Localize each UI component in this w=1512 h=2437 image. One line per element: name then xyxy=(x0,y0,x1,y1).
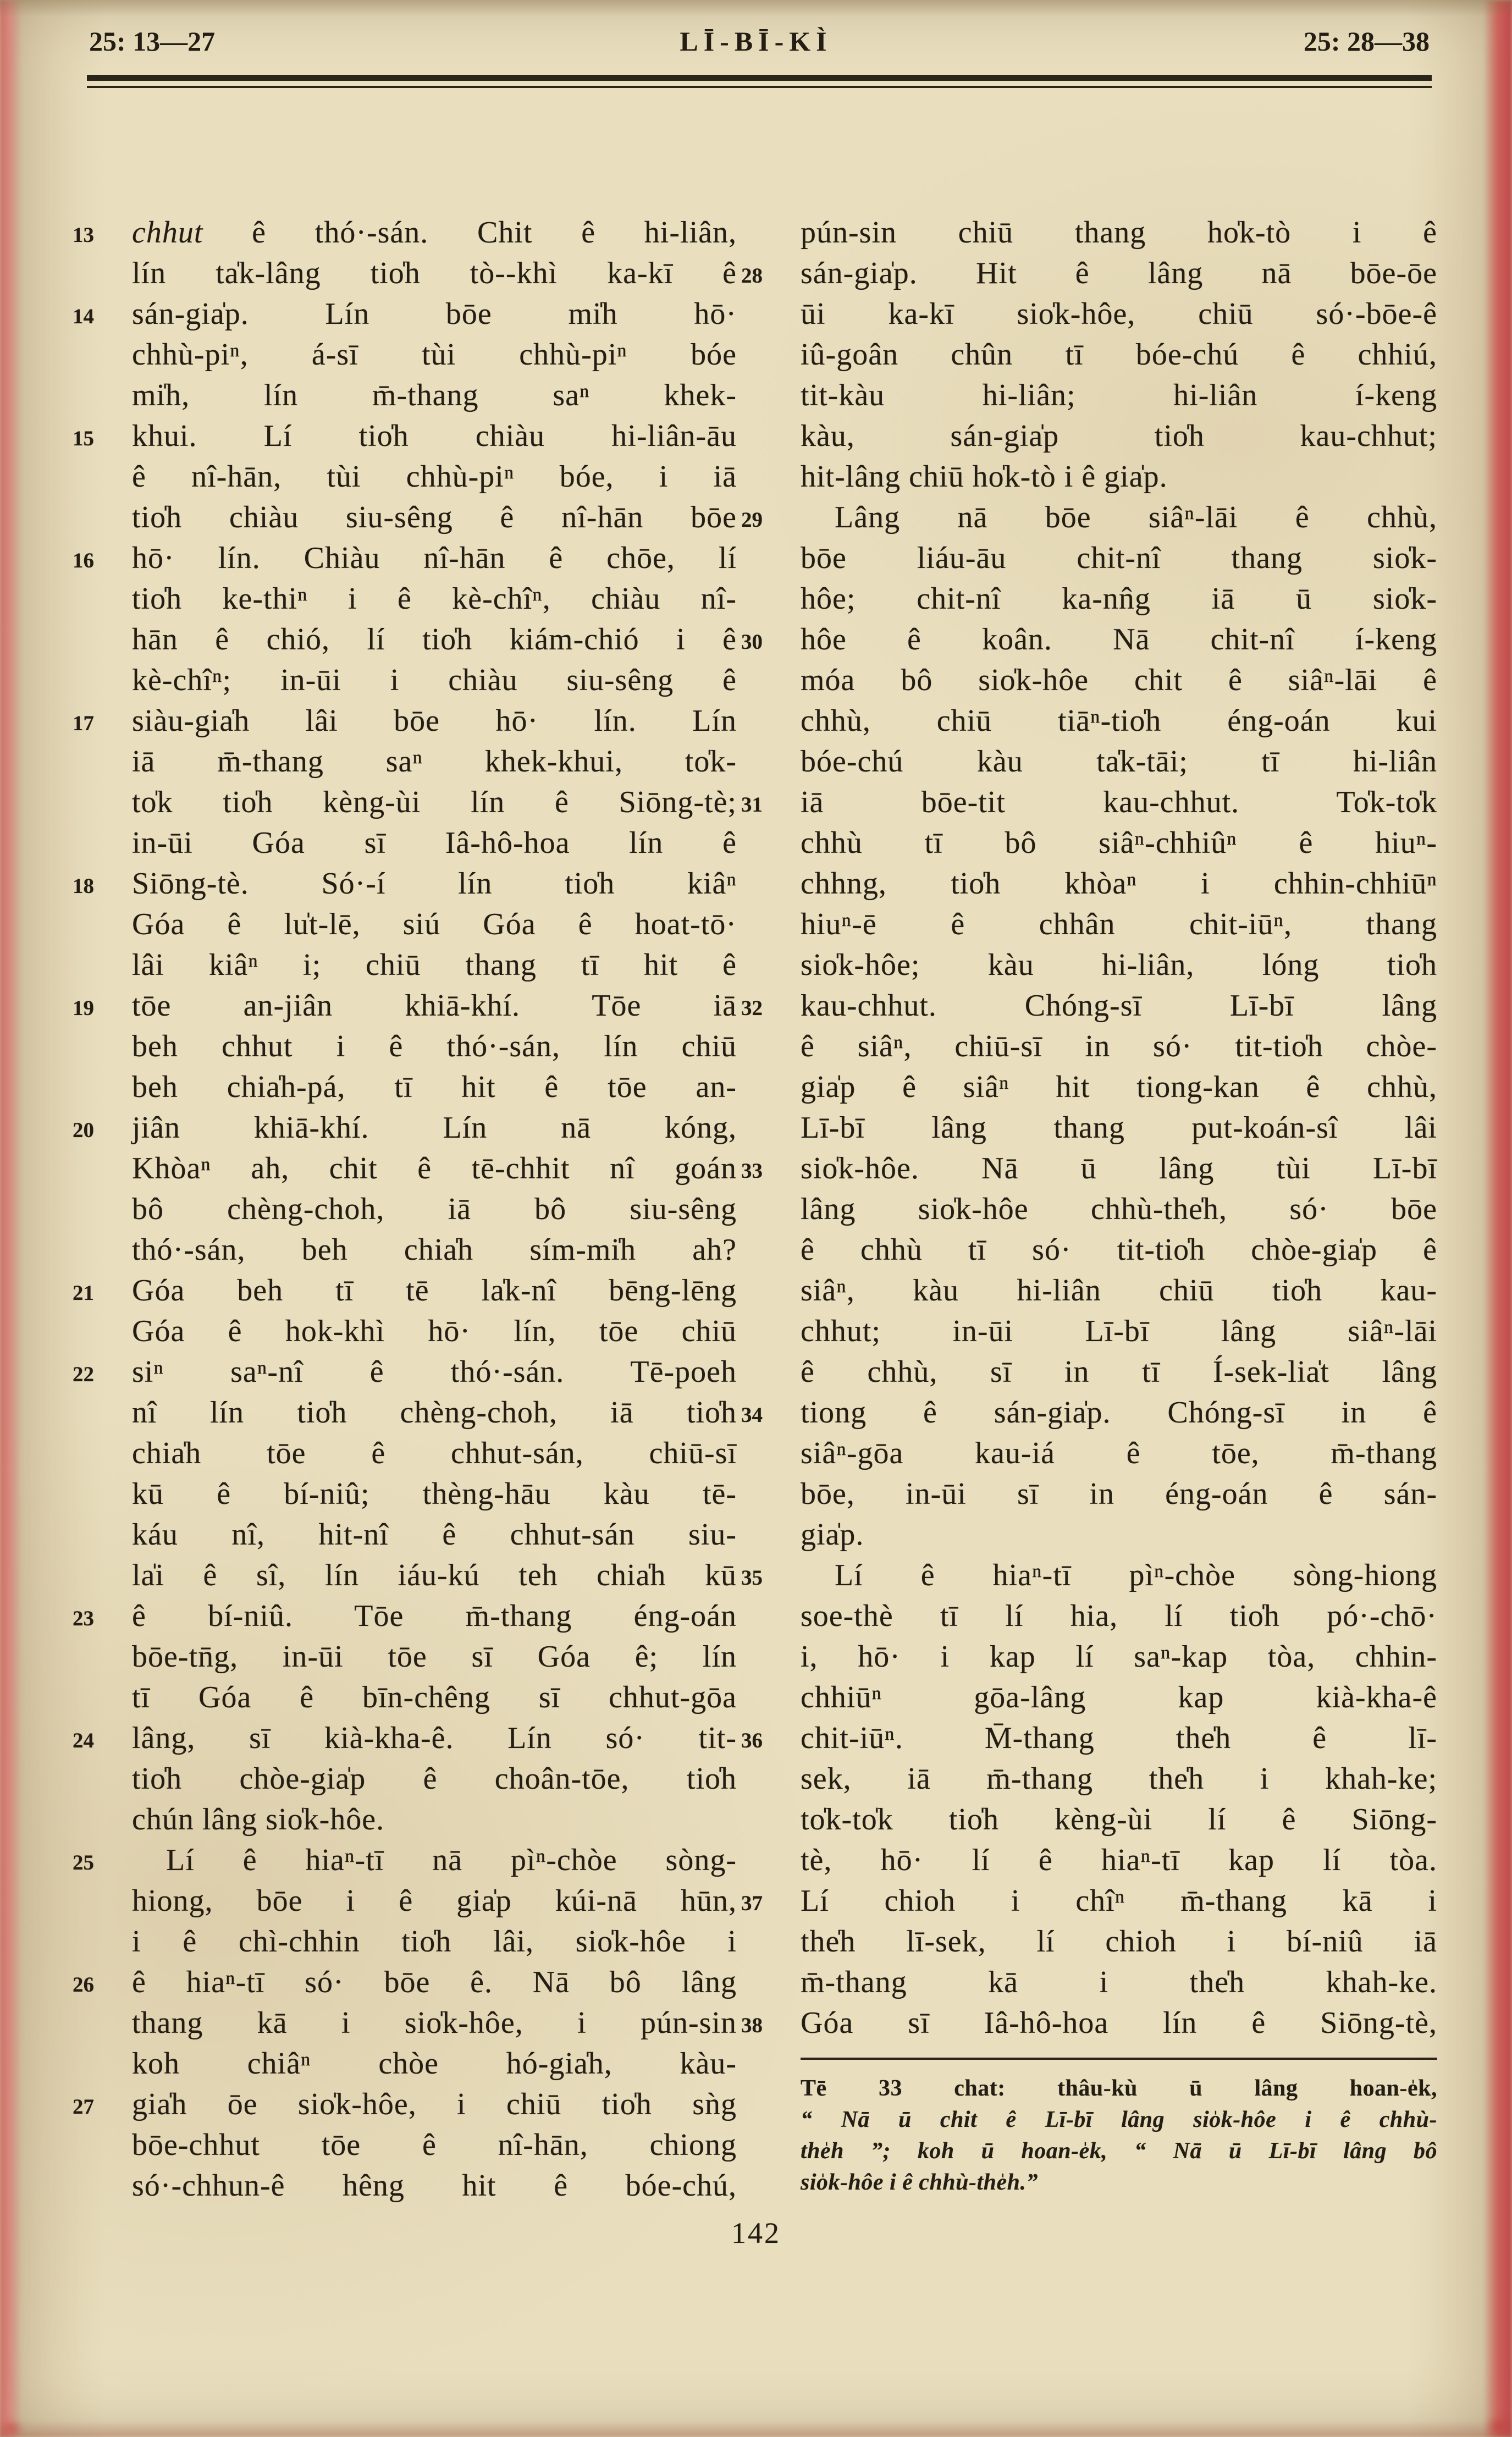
text-line: kàu, sán-gia̍p tio̍h kau-chhut; xyxy=(801,419,1437,453)
footnote xyxy=(801,2073,1437,2198)
verse-number: 29 xyxy=(741,508,763,532)
text-line: la̍i ê sî, lín iáu-kú teh chia̍h kū xyxy=(132,1558,737,1592)
verse-number: 17 xyxy=(73,712,94,735)
text-line: 27 gia̍h ōe sio̍k-hôe, i chiū tio̍h sǹg xyxy=(132,2084,737,2125)
text-line: ê chhù tī só· tit-tio̍h chòe-gia̍p ê xyxy=(801,1233,1437,1267)
text-line: 14 sán-gia̍p. Lín bōe mi̍h hō· xyxy=(132,294,737,334)
verse-number: 31 xyxy=(741,793,763,817)
verse-number: 33 xyxy=(741,1159,763,1183)
text-line: 16 hō· lín. Chiàu nî-hān ê chōe, lí xyxy=(132,538,737,578)
text-line: chhù tī bô siâⁿ-chhiûⁿ ê hiuⁿ- xyxy=(801,826,1437,860)
text-line: 33 sio̍k-hôe. Nā ū lâng tùi Lī-bī xyxy=(801,1148,1437,1189)
text-line: soe-thè tī lí hia, lí tio̍h pó·-chō· xyxy=(801,1599,1437,1633)
text-line: thó·-sán, beh chia̍h sím-mi̍h ah? xyxy=(132,1233,737,1267)
text-line: beh chia̍h-pá, tī hit ê tōe an- xyxy=(132,1070,737,1104)
text-line: Góa ê lu̍t-lē, siú Góa ê hoat-tō· xyxy=(132,907,737,941)
text-line: bōe-tn̄g, in-ūi tōe sī Góa ê; lín xyxy=(132,1640,737,1674)
text-line: chia̍h tōe ê chhut-sán, chiū-sī xyxy=(132,1436,737,1470)
text-line: chún lâng sio̍k-hôe. xyxy=(132,1802,385,1837)
text-line: tio̍h ke-thiⁿ i ê kè-chîⁿ, chiàu nî- xyxy=(132,582,737,616)
text-line: in-ūi Góa sī Iâ-hô-hoa lín ê xyxy=(132,826,737,860)
verse-number: 19 xyxy=(73,996,94,1020)
text-line: chhut; in-ūi Lī-bī lâng siâⁿ-lāi xyxy=(801,1314,1437,1348)
text-line: tio̍h chòe-gia̍p ê choân-tōe, tio̍h xyxy=(132,1762,737,1796)
verse-number: 34 xyxy=(741,1403,763,1427)
text-line: hiuⁿ-ē ê chhân chit-iūⁿ, thang xyxy=(801,907,1437,941)
text-line: lín ta̍k-lâng tio̍h tò--khì ka-kī ê xyxy=(132,256,737,290)
text-line: 18 Siōng-tè. Só·-í lín tio̍h kiâⁿ xyxy=(132,863,737,904)
text-line: hit-lâng chiū ho̍k-tò i ê gia̍p. xyxy=(801,460,1168,494)
text-line: sio̍k-hôe i ê chhù-the̍h.” xyxy=(801,2170,1039,2195)
text-line: Góa ê hok-khì hō· lín, tōe chiū xyxy=(132,1314,737,1348)
header-rule xyxy=(87,75,1432,88)
verse-number: 35 xyxy=(741,1566,763,1590)
verse-number: 13 xyxy=(73,223,94,247)
verse-number: 37 xyxy=(741,1892,763,1915)
text-line: chhiūⁿ gōa-lâng kap kià-kha-ê xyxy=(801,1680,1437,1714)
verse-number: 24 xyxy=(73,1729,94,1752)
text-line: iā m̄-thang saⁿ khek-khui, to̍k- xyxy=(132,745,737,779)
text-line: iû-goân chûn tī bóe-chú ê chhiú, xyxy=(801,338,1437,372)
text-line: hôe; chit-nî ka-nn̂g iā ū sio̍k- xyxy=(801,582,1437,616)
text-line: to̍k tio̍h kèng-ùi lín ê Siōng-tè; xyxy=(132,785,737,819)
text-line: 28 sán-gia̍p. Hit ê lâng nā bōe-ōe xyxy=(801,253,1437,294)
text-line: 38 Góa sī Iâ-hô-hoa lín ê Siōng-tè, xyxy=(801,2003,1437,2043)
text-line: 13 chhut ê thó·-sán. Chit ê hi-liân, xyxy=(132,212,737,253)
verse-number: 26 xyxy=(73,1973,94,1997)
text-line: Tē 33 chat: thâu-kù ū lâng hoan-e̍k, xyxy=(801,2076,1437,2101)
text-line: tī Góa ê bīn-chêng sī chhut-gōa xyxy=(132,1680,737,1714)
text-line: sek, iā m̄-thang the̍h i khah-ke; xyxy=(801,1762,1437,1796)
page-edge-bottom xyxy=(0,2421,1512,2437)
verse-number: 18 xyxy=(73,874,94,898)
text-line: siâⁿ, kàu hi-liân chiū tio̍h kau- xyxy=(801,1273,1437,1308)
text-line: 23 ê bí-niû. Tōe m̄-thang éng-oán xyxy=(132,1596,737,1636)
text-line: tè, hō· lí ê hiaⁿ-tī kap lí tòa. xyxy=(801,1843,1437,1877)
page-header xyxy=(0,25,1512,64)
text-line: koh chiâⁿ chòe hó-gia̍h, kàu- xyxy=(132,2047,737,2081)
left-column xyxy=(73,212,737,2206)
text-line: lâi kiâⁿ i; chiū thang tī hit ê xyxy=(132,948,737,982)
text-line: bōe liáu-āu chit-nî thang sio̍k- xyxy=(801,541,1437,575)
text-line: 32 kau-chhut. Chóng-sī Lī-bī lâng xyxy=(801,985,1437,1026)
text-line: beh chhut i ê thó·-sán, lín chiū xyxy=(132,1029,737,1063)
text-line: 19 tōe an-jiân khiā-khí. Tōe iā xyxy=(132,985,737,1026)
verse-range-right: 25: 28—38 xyxy=(1303,26,1430,57)
text-line: tit-kàu hi-liân; hi-liân í-keng xyxy=(801,378,1437,412)
text-line: kū ê bí-niû; thèng-hāu kàu tē- xyxy=(132,1477,737,1511)
verse-number: 20 xyxy=(73,1118,94,1142)
text-line: bōe-chhut tōe ê nî-hān, chiong xyxy=(132,2128,737,2162)
text-line: chhng, tio̍h khòaⁿ i chhin-chhiūⁿ xyxy=(801,867,1437,901)
verse-number: 22 xyxy=(73,1363,94,1386)
text-line: kè-chîⁿ; in-ūi i chiàu siu-sêng ê xyxy=(132,663,737,697)
page-edge-left xyxy=(0,0,22,2437)
right-column xyxy=(741,212,1437,2043)
text-line: só·-chhun-ê hêng hit ê bóe-chú, xyxy=(132,2169,737,2203)
text-line: ê nî-hān, tùi chhù-piⁿ bóe, i iā xyxy=(132,460,737,494)
text-line: 22 siⁿ saⁿ-nî ê thó·-sán. Tē-poeh xyxy=(132,1352,737,1392)
page-corner-stain-left xyxy=(0,2327,143,2437)
text-line: 35 Lí ê hiaⁿ-tī pìⁿ-chòe sòng-hiong xyxy=(801,1555,1437,1596)
text-line: bóe-chú kàu ta̍k-tāi; tī hi-liân xyxy=(801,745,1437,779)
text-line: 29 Lâng nā bōe siâⁿ-lāi ê chhù, xyxy=(801,497,1437,538)
verse-number: 23 xyxy=(73,1607,94,1630)
text-line: 25 Lí ê hiaⁿ-tī nā pìⁿ-chòe sòng- xyxy=(132,1840,737,1881)
text-line: mi̍h, lín m̄-thang saⁿ khek- xyxy=(132,378,737,412)
text-line: chhù-piⁿ, á-sī tùi chhù-piⁿ bóe xyxy=(132,338,737,372)
text-line: ūi ka-kī sio̍k-hôe, chiū só·-bōe-ê xyxy=(801,297,1437,331)
text-line: to̍k-to̍k tio̍h kèng-ùi lí ê Siōng- xyxy=(801,1802,1437,1837)
text-line: m̄-thang kā i the̍h khah-ke. xyxy=(801,1965,1437,1999)
text-line: sio̍k-hôe; kàu hi-liân, lóng tio̍h xyxy=(801,948,1437,982)
verse-number: 32 xyxy=(741,996,763,1020)
text-line: káu nî, hit-nî ê chhut-sán siu- xyxy=(132,1518,737,1552)
text-line: the̍h lī-sek, lí chioh i bí-niû iā xyxy=(801,1925,1437,1959)
text-line: 34 tiong ê sán-gia̍p. Chóng-sī in ê xyxy=(801,1392,1437,1433)
text-line: 26 ê hiaⁿ-tī só· bōe ê. Nā bô lâng xyxy=(132,1962,737,2003)
text-line: ê chhù, sī in tī Í-sek-lia̍t lâng xyxy=(801,1355,1437,1389)
text-line: hān ê chió, lí tio̍h kiám-chió i ê xyxy=(132,622,737,657)
text-line: chhù, chiū tiāⁿ-tio̍h éng-oán kui xyxy=(801,704,1437,738)
text-line: 31 iā bōe-tit kau-chhut. To̍k-to̍k xyxy=(801,782,1437,823)
page-number: 142 xyxy=(731,2217,781,2249)
text-line: the̍h ”; koh ū hoan-e̍k, “ Nā ū Lī-bī lâng bô xyxy=(801,2138,1437,2164)
verse-number: 15 xyxy=(73,427,94,450)
page-edge-top xyxy=(0,0,1512,16)
footnote-rule xyxy=(801,2058,1437,2060)
text-line: thang kā i sio̍k-hôe, i pún-sin xyxy=(132,2006,737,2040)
text-line: 36 chit-iūⁿ. M̄-thang the̍h ê lī- xyxy=(801,1718,1437,1758)
page-corner-stain-right xyxy=(1347,2305,1512,2437)
text-line: Lī-bī lâng thang put-koán-sî lâi xyxy=(801,1111,1437,1145)
text-line: móa bô sio̍k-hôe chit ê siâⁿ-lāi ê xyxy=(801,663,1437,697)
text-line: nî lín tio̍h chèng-choh, iā tio̍h xyxy=(132,1396,737,1430)
text-line: ê siâⁿ, chiū-sī in só· tit-tio̍h chòe- xyxy=(801,1029,1437,1063)
verse-number: 28 xyxy=(741,264,763,288)
verse-range-left: 25: 13—27 xyxy=(89,26,216,57)
text-line: siâⁿ-gōa kau-iá ê tōe, m̄-thang xyxy=(801,1436,1437,1470)
verse-number: 30 xyxy=(741,630,763,654)
text-line: 21 Góa beh tī tē la̍k-nî bēng-lēng xyxy=(132,1270,737,1311)
verse-number: 27 xyxy=(73,2095,94,2119)
text-line: 30 hôe ê koân. Nā chit-nî í-keng xyxy=(801,619,1437,660)
text-line: bô chèng-choh, iā bô siu-sêng xyxy=(132,1192,737,1226)
text-line: 24 lâng, sī kià-kha-ê. Lín só· tit- xyxy=(132,1718,737,1758)
text-line: “ Nā ū chit ê Lī-bī lâng sio̍k-hôe i ê chhù- xyxy=(801,2107,1437,2132)
text-line: pún-sin chiū thang ho̍k-tò i ê xyxy=(801,216,1437,250)
verse-number: 36 xyxy=(741,1729,763,1752)
verse-number: 21 xyxy=(73,1281,94,1305)
book-title: LĪ-BĪ-KÌ xyxy=(680,26,832,57)
verse-number: 38 xyxy=(741,2014,763,2037)
text-line: i, hō· i kap lí saⁿ-kap tòa, chhin- xyxy=(801,1640,1437,1674)
text-line: 37 Lí chioh i chîⁿ m̄-thang kā i xyxy=(801,1881,1437,1921)
verse-number: 16 xyxy=(73,549,94,572)
text-line: 20 jiân khiā-khí. Lín nā kóng, xyxy=(132,1107,737,1148)
text-line: 17 siàu-gia̍h lâi bōe hō· lín. Lín xyxy=(132,701,737,741)
text-line: 15 khui. Lí tio̍h chiàu hi-liân-āu xyxy=(132,416,737,456)
text-line: bōe, in-ūi sī in éng-oán ê sán- xyxy=(801,1477,1437,1511)
text-line: tio̍h chiàu siu-sêng ê nî-hān bōe xyxy=(132,500,737,534)
verse-number: 14 xyxy=(73,305,94,328)
verse-number: 25 xyxy=(73,1851,94,1874)
text-line: hiong, bōe i ê gia̍p kúi-nā hūn, xyxy=(132,1884,737,1918)
text-line: gia̍p ê siâⁿ hit tiong-kan ê chhù, xyxy=(801,1070,1437,1104)
text-line: Khòaⁿ ah, chit ê tē-chhit nî goán xyxy=(132,1151,737,1186)
page-edge-right xyxy=(1483,0,1512,2437)
italic-lead-word: chhut xyxy=(132,216,203,250)
text-line: lâng sio̍k-hôe chhù-the̍h, só· bōe xyxy=(801,1192,1437,1226)
text-line: gia̍p. xyxy=(801,1518,864,1552)
text-line: i ê chì-chhin tio̍h lâi, sio̍k-hôe i xyxy=(132,1925,737,1959)
